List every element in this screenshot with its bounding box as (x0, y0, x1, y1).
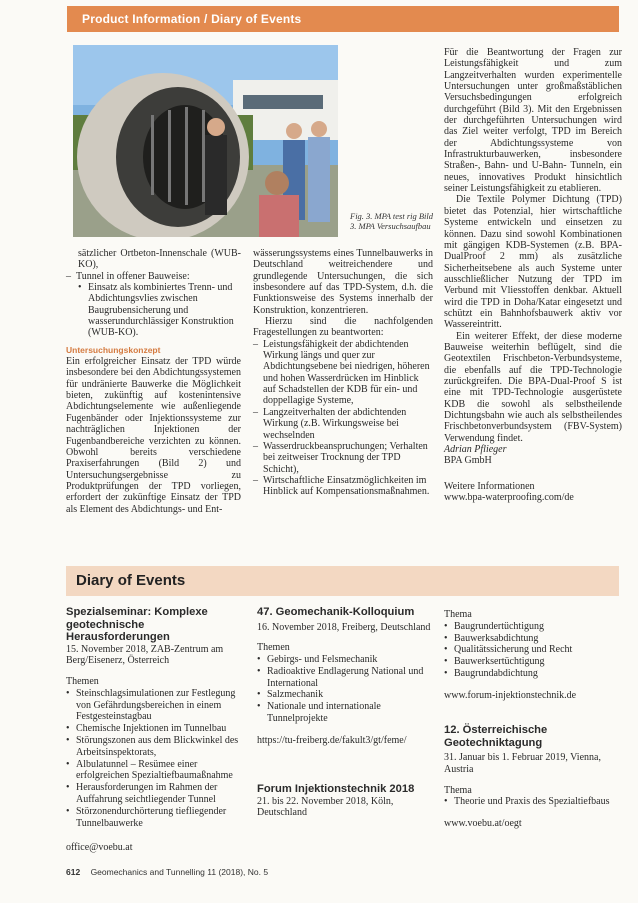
topics-label: Thema (444, 784, 472, 796)
topic-item: • Baugrundertüchtigung (444, 621, 622, 633)
event-date: 21. bis 22. November 2018, Köln, Deutschland (257, 795, 394, 819)
topic-item: • Bauwerksertüchtigung (444, 656, 622, 668)
test-rig-illustration (73, 45, 338, 237)
bullet-list (66, 282, 241, 339)
event-date: 15. November 2018, ZAB-Zentrum am Berg/Eisenerz, Österreich (66, 643, 224, 667)
diary-title: Diary of Events (76, 572, 186, 589)
paragraph: Die Textile Polymer Dichtung (TPD) bietet das Potenzial, hier wirtschaftliche Systeme entwickeln und einsetzen zu können. Dazu sind sowohl Kombinationen mit gängigen KDB-Systemen (z.B. BPA-DualProof 2 mm) als zusätzliche Sicherheitsebene als auch Systeme unter ausschließlicher Nutzung der TPD im Verbund mit Vliesstoffen denkbar. Aktuell wird die TPD in Doha/Katar eingesetzt und schützt ein Bahnhofsbauwerk aktiv vor Wassereintritt. (444, 194, 622, 331)
question-list (253, 339, 433, 498)
topics-list (444, 796, 622, 808)
topic-item: • Qualitätssicherung und Recht (444, 644, 622, 656)
more-info-link[interactable]: www.bpa-waterproofing.com/de (444, 492, 574, 504)
topics-label: Themen (257, 642, 290, 654)
event-forum-injektionstechnik (257, 783, 432, 819)
figure-caption: Fig. 3. MPA test rig Bild 3. MPA Versuchsaufbau (350, 211, 434, 231)
list-item: – Tunnel in offener Bauweise: (66, 271, 241, 282)
page-number: 612 (66, 867, 81, 877)
column-1 (66, 248, 241, 515)
more-info-label: Weitere Informationen (444, 480, 535, 492)
topic-item: • Albulatunnel – Resümee einer erfolgreichen Spezialtiefbaumaßnahme (66, 759, 246, 783)
list-item: – Langzeitverhalten der abdichtenden Wirkung (z.B. Wirkungsweise bei wechselnden (253, 407, 433, 441)
topics-label: Themen (66, 676, 99, 688)
event-link[interactable]: www.forum-injektionstechnik.de (444, 689, 577, 701)
column-2 (253, 248, 433, 498)
topic-item: • Salzmechanik (257, 689, 432, 701)
subheading: Untersuchungskonzept (66, 344, 161, 355)
topics-list (66, 688, 246, 830)
column-3 (444, 47, 622, 503)
event-date: 31. Januar bis 1. Februar 2019, Vienna, Austria (444, 752, 601, 775)
topic-item: • Herausforderungen im Rahmen der Auffahrung seichtliegender Tunnel (66, 782, 246, 806)
topic-item: • Chemische Injektionen im Tunnelbau (66, 723, 246, 735)
topics-list (257, 654, 432, 725)
event-date: 16. November 2018, Freiberg, Deutschland (257, 621, 431, 633)
list-item: – Leistungsfähigkeit der abdichtenden Wirkung längs und quer zur Abdichtungsebene bei niedrigen, höheren und hohen Wasserdrücken im Hinblick auf Schadstellen der KDB für ein- und doppellagige Systeme, (253, 339, 433, 407)
event-link[interactable]: office@voebu.at (66, 842, 133, 854)
dash-list (66, 271, 241, 282)
list-item: – Wasserdruckbeanspruchungen; Verhalten bei zeitweiser Trocknung der TPD Schicht), (253, 441, 433, 475)
diary-banner (66, 566, 619, 596)
topic-item: • Störungszonen aus dem Blickwinkel des Arbeitsinspektorats, (66, 735, 246, 759)
journal-citation: Geomechanics and Tunnelling 11 (2018), No. 5 (90, 867, 269, 877)
event-geotechniktagung (444, 724, 622, 830)
list-item: • Einsatz als kombiniertes Trenn- und Abdichtungsvlies zwischen Baugrubensicherung und wasserundurchlässiger Konstruktion (WUB-KO). (78, 282, 241, 339)
paragraph: Für die Beantwortung der Fragen zur Leistungsfähigkeit und zum Langzeitverhalten wurden experimentelle Untersuchungen unter großmaßstäblichen Versuchsbedingungen erfolgreich durchgeführt (Bild 3). Mit den Ergebnissen der durchgeführten Untersuchungen wird das Ziel weiter verfolgt, TPD im Bereich der Abdichtungssysteme von Infrastrukturbauwerken, insbesondere Straßen-, Bahn- und U-Bahn- Tunneln, ein neues, innovatives Produkt hinsichtlich seiner Leistungsfähigkeit zu etablieren. (444, 47, 622, 195)
author-name: Adrian Pflieger (444, 444, 507, 456)
paragraph: wässerungssystems eines Tunnelbauwerks in Deutschland weitreichendere und grundlegende Untersuchungen, die sich insbesondere auf das TPD-System, d.h. die Funktionsweise des Systems innerhalb der Konstruktion, konzentrieren. (253, 248, 433, 316)
topic-item: • Bauwerksabdichtung (444, 633, 622, 645)
topics-list (444, 621, 622, 680)
page-footer (66, 867, 268, 877)
test-rig-photo (73, 45, 338, 237)
topic-item: • Baugrundabdichtung (444, 668, 622, 680)
event-title: Spezialseminar: Komplexe geotechnische Herausforderungen (66, 606, 208, 643)
topic-item: • Störzonendurchörterung tiefliegender Tunnelbauwerke (66, 806, 246, 830)
event-title: 12. Österreichische Geotechniktagung (444, 724, 548, 749)
event-link[interactable]: www.voebu.at/oegt (444, 818, 522, 830)
event-geomechanik-kolloquium (257, 606, 432, 747)
topic-item: • Radioaktive Endlagerung National und International (257, 666, 432, 690)
topics-label: Thema (444, 609, 472, 620)
event-forum-topics (444, 609, 622, 702)
paragraph: Ein erfolgreicher Einsatz der TPD würde insbesondere bei den Abdichtungssystemen für undränierte Bauwerke die Möglichkeit bieten, zukünftig auf kostenintensive Abdichtungselemente wie außenliegende Fugenbänder oder Injektionssysteme zur nachträglichen Injektionen der Fugenbandbereiche verzichten zu können. Obwohl bereits verschiedene Praxiserfahrungen (Bild 2) und Untersuchungsergebnisse zu Produktprüfungen der TPD vorliegen, erfordert der zukünftige Einsatz der TPD als Element des Abdichtungs- und Ent- (66, 356, 241, 515)
topic-item: • Gebirgs- und Felsmechanik (257, 654, 432, 666)
paragraph: Ein weiterer Effekt, der diese moderne Bauweise weiterhin beflügelt, sind die Geotextilen Frischbeton-Verbundsysteme, die ebenfalls auf die TPD-Technologie zurückgreifen. Die BPA-Dual-Proof S ist eine mit TPD-Technologie ausgerüstete KDB die sowohl als selbstheilende Dichtungsbahn wie auch als selbstheilendes Frischbetonverbundsystem (FBV-System) Verwendung findet. (444, 330, 622, 444)
event-title: Forum Injektionstechnik 2018 (257, 783, 415, 795)
event-title: 47. Geomechanik-Kolloquium (257, 606, 415, 618)
author-company: BPA GmbH (444, 455, 492, 467)
event-spezialseminar (66, 606, 246, 854)
paragraph: sätzlicher Ortbeton-Innenschale (WUB-KO), (78, 248, 241, 271)
section-header: Product Information / Diary of Events (67, 6, 619, 32)
paragraph: Hierzu sind die nachfolgenden Fragestellungen zu beantworten: (253, 316, 433, 339)
list-item: – Wirtschaftliche Einsatzmöglichkeiten im Hinblick auf Kompensationsmaßnahmen. (253, 475, 433, 498)
topic-item: • Nationale und internationale Tunnelprojekte (257, 701, 432, 725)
event-link[interactable]: https://tu-freiberg.de/fakult3/gt/feme/ (257, 734, 407, 746)
topic-item: • Steinschlagsimulationen zur Festlegung von Gefährdungsbereichen in einem Festgesteinstagbau (66, 688, 246, 723)
topic-item: • Theorie und Praxis des Spezialtiefbaus (444, 796, 622, 808)
